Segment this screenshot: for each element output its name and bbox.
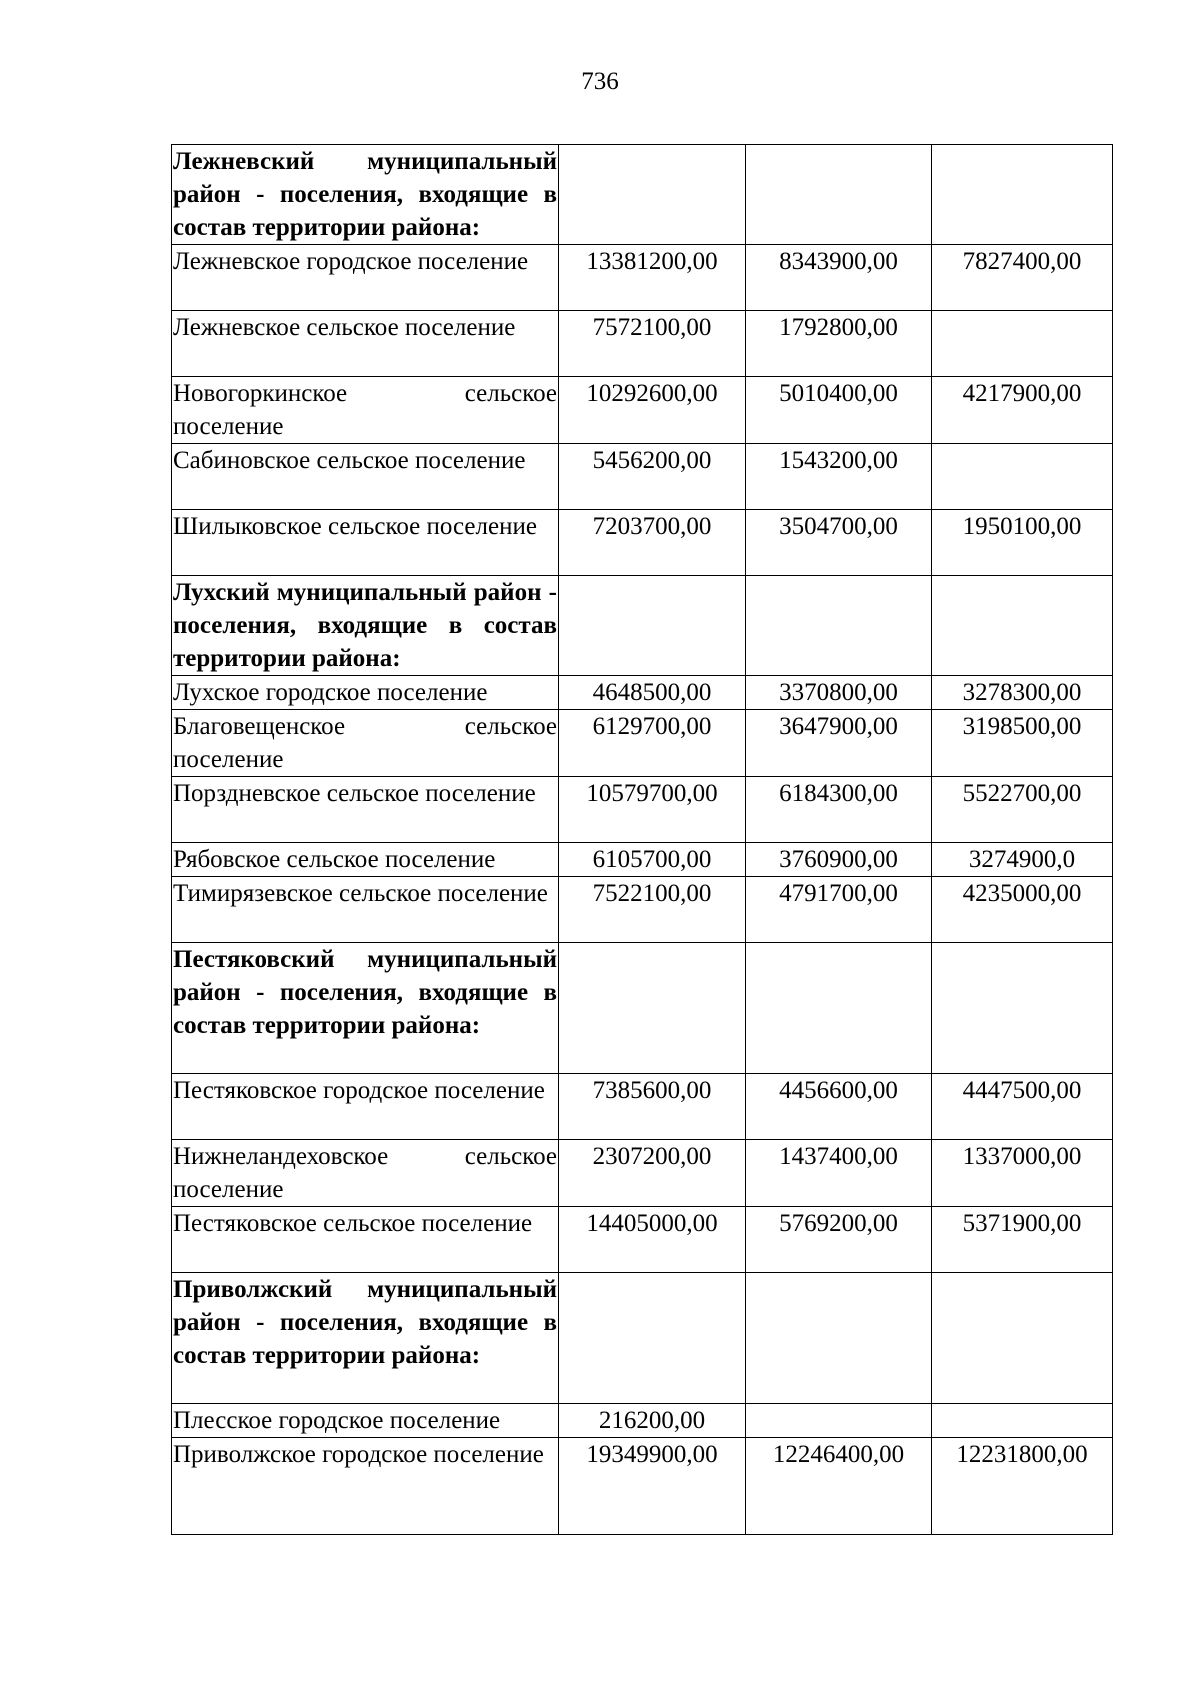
- amount-cell-1: 7572100,00: [559, 311, 746, 377]
- table-row: [172, 377, 1113, 444]
- amount-cell-3: 1337000,00: [932, 1140, 1113, 1207]
- amount-cell-2: [746, 943, 932, 1074]
- table-row: [172, 877, 1113, 943]
- amount-cell-3: [932, 1404, 1113, 1438]
- amount-cell-3: [932, 145, 1113, 245]
- amount-cell-1: 14405000,00: [559, 1207, 746, 1273]
- table-row: [172, 1438, 1113, 1535]
- district-header-row: [172, 943, 1113, 1074]
- amount-cell-2: 12246400,00: [746, 1438, 932, 1535]
- settlement-name-cell: Пестяковское городское поселение: [172, 1074, 559, 1140]
- table-row: [172, 676, 1113, 710]
- amount-cell-1: 4648500,00: [559, 676, 746, 710]
- page-number: 736: [581, 68, 619, 95]
- amount-cell-2: 3370800,00: [746, 676, 932, 710]
- amount-cell-3: 12231800,00: [932, 1438, 1113, 1535]
- settlement-name-cell: Лежневское городское поселение: [172, 245, 559, 311]
- amount-cell-2: 5769200,00: [746, 1207, 932, 1273]
- table-row: [172, 1207, 1113, 1273]
- settlement-name-cell: Лухское городское поселение: [172, 676, 559, 710]
- table-row: [172, 1074, 1113, 1140]
- table-row: [172, 510, 1113, 576]
- table-row: [172, 710, 1113, 777]
- amount-cell-1: [559, 576, 746, 676]
- settlement-name-cell: Сабиновское сельское поселение: [172, 444, 559, 510]
- settlement-name-cell: Лежневское сельское поселение: [172, 311, 559, 377]
- settlement-name-cell: Нижнеландеховское сельское поселение: [172, 1140, 559, 1207]
- settlement-name-cell: Благовещенское сельское поселение: [172, 710, 559, 777]
- amount-cell-3: 3198500,00: [932, 710, 1113, 777]
- amount-cell-3: [932, 311, 1113, 377]
- amount-cell-1: 6105700,00: [559, 843, 746, 877]
- amount-cell-1: 10292600,00: [559, 377, 746, 444]
- amount-cell-1: 10579700,00: [559, 777, 746, 843]
- amount-cell-1: 6129700,00: [559, 710, 746, 777]
- table-row: [172, 444, 1113, 510]
- table-row: [172, 311, 1113, 377]
- settlement-name-cell: Плесское городское поселение: [172, 1404, 559, 1438]
- district-name-cell: Пестяковский муниципальный район - поселения, входящие в состав территории района:: [172, 943, 559, 1074]
- amount-cell-3: [932, 943, 1113, 1074]
- amount-cell-3: 4447500,00: [932, 1074, 1113, 1140]
- table-row: [172, 245, 1113, 311]
- amount-cell-3: [932, 576, 1113, 676]
- amount-cell-2: 4791700,00: [746, 877, 932, 943]
- amount-cell-1: 7203700,00: [559, 510, 746, 576]
- settlement-name-cell: Рябовское сельское поселение: [172, 843, 559, 877]
- amount-cell-2: 5010400,00: [746, 377, 932, 444]
- amount-cell-2: 1543200,00: [746, 444, 932, 510]
- amount-cell-1: 7385600,00: [559, 1074, 746, 1140]
- settlement-name-cell: Новогоркинское сельское поселение: [172, 377, 559, 444]
- amount-cell-1: 7522100,00: [559, 877, 746, 943]
- district-name-cell: Лежневский муниципальный район - поселения, входящие в состав территории района:: [172, 145, 559, 245]
- district-header-row: [172, 576, 1113, 676]
- amount-cell-2: 3760900,00: [746, 843, 932, 877]
- settlement-name-cell: Тимирязевское сельское поселение: [172, 877, 559, 943]
- amount-cell-2: [746, 576, 932, 676]
- amount-cell-1: 13381200,00: [559, 245, 746, 311]
- district-name-cell: Лухский муниципальный район - поселения, входящие в состав территории района:: [172, 576, 559, 676]
- amount-cell-1: 216200,00: [559, 1404, 746, 1438]
- settlement-name-cell: Приволжское городское поселение: [172, 1438, 559, 1535]
- amount-cell-3: [932, 444, 1113, 510]
- amount-cell-3: [932, 1273, 1113, 1404]
- amount-cell-1: [559, 1273, 746, 1404]
- amount-cell-3: 5371900,00: [932, 1207, 1113, 1273]
- amount-cell-2: 1792800,00: [746, 311, 932, 377]
- district-header-row: [172, 145, 1113, 245]
- amount-cell-3: 1950100,00: [932, 510, 1113, 576]
- amount-cell-1: 5456200,00: [559, 444, 746, 510]
- amount-cell-2: [746, 145, 932, 245]
- amount-cell-2: 3504700,00: [746, 510, 932, 576]
- amount-cell-3: 5522700,00: [932, 777, 1113, 843]
- amount-cell-2: 3647900,00: [746, 710, 932, 777]
- district-header-row: [172, 1273, 1113, 1404]
- settlement-name-cell: Пестяковское сельское поселение: [172, 1207, 559, 1273]
- amount-cell-2: 1437400,00: [746, 1140, 932, 1207]
- amount-cell-3: 3278300,00: [932, 676, 1113, 710]
- district-name-cell: Приволжский муниципальный район - поселения, входящие в состав территории района:: [172, 1273, 559, 1404]
- amount-cell-3: 7827400,00: [932, 245, 1113, 311]
- amount-cell-3: 4217900,00: [932, 377, 1113, 444]
- amount-cell-3: 3274900,0: [932, 843, 1113, 877]
- settlement-name-cell: Шилыковское сельское поселение: [172, 510, 559, 576]
- table-row: [172, 843, 1113, 877]
- amount-cell-1: [559, 943, 746, 1074]
- table-row: [172, 1404, 1113, 1438]
- amount-cell-2: 4456600,00: [746, 1074, 932, 1140]
- table-body: [172, 145, 1113, 1535]
- amount-cell-1: 2307200,00: [559, 1140, 746, 1207]
- amount-cell-2: 6184300,00: [746, 777, 932, 843]
- amount-cell-2: 8343900,00: [746, 245, 932, 311]
- amount-cell-1: [559, 145, 746, 245]
- amount-cell-2: [746, 1273, 932, 1404]
- amount-cell-3: 4235000,00: [932, 877, 1113, 943]
- budget-table: [171, 144, 1113, 1535]
- amount-cell-2: [746, 1404, 932, 1438]
- settlement-name-cell: Порздневское сельское поселение: [172, 777, 559, 843]
- table-row: [172, 1140, 1113, 1207]
- table-row: [172, 777, 1113, 843]
- amount-cell-1: 19349900,00: [559, 1438, 746, 1535]
